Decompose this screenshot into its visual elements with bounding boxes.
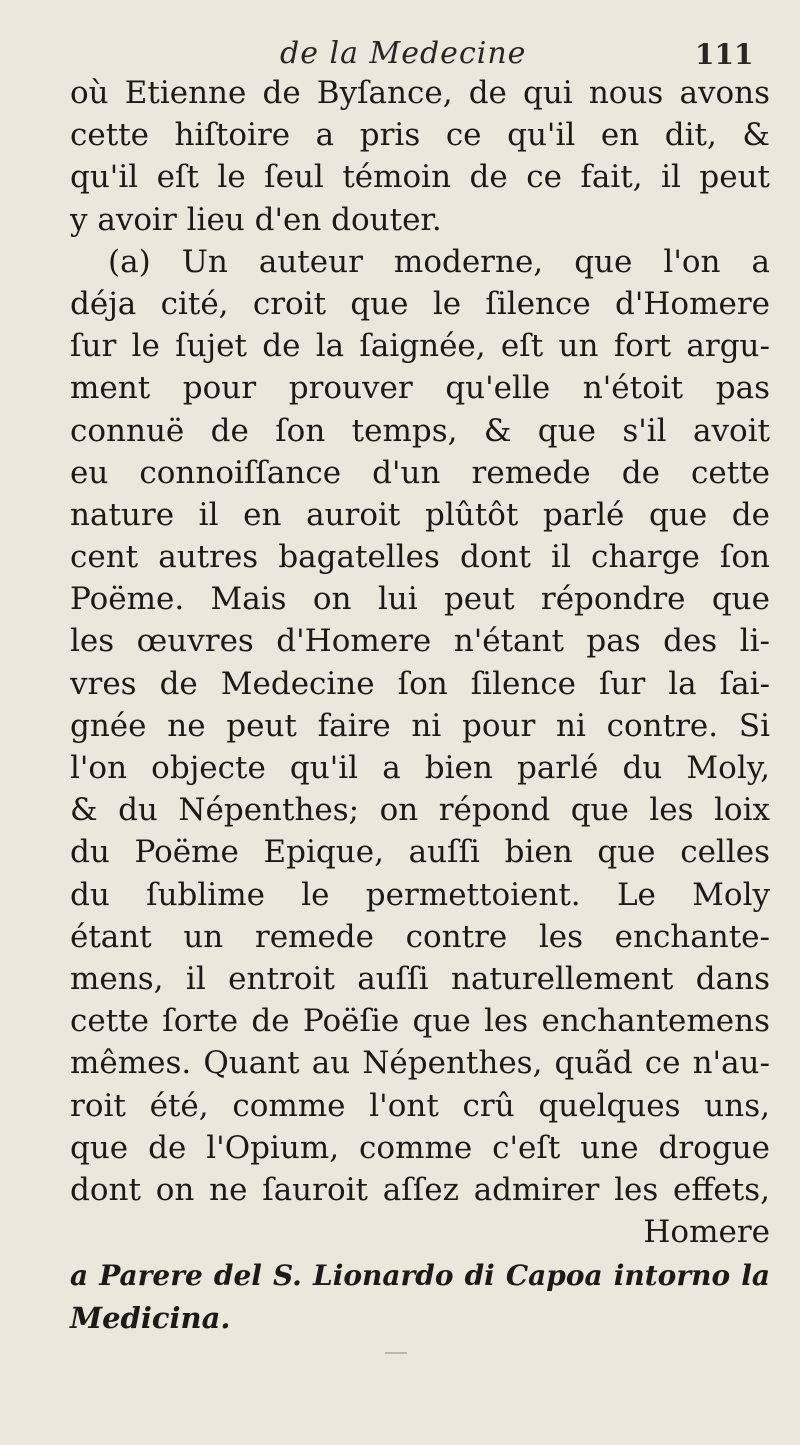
text-line: roit été, comme l'ont crû quelques uns, xyxy=(70,1087,770,1124)
text-line: dont on ne ſauroit aſſez admirer les effets, xyxy=(70,1171,770,1208)
text-line: nature il en auroit plûtôt parlé que de xyxy=(70,496,770,533)
text-line: cette ſorte de Poëſie que les enchantemens xyxy=(70,1003,770,1040)
text-line: que de l'Opium, comme c'eſt une drogue xyxy=(70,1129,770,1166)
text-line: qu'il eſt le ſeul témoin de ce fait, il peut xyxy=(70,159,770,196)
main-text xyxy=(70,72,770,1340)
text-line: déja cité, croit que le ſilence d'Homere xyxy=(70,285,770,322)
text-line: les œuvres d'Homere n'étant pas des li- xyxy=(70,623,770,660)
text-line: connuë de ſon temps, & que s'il avoit xyxy=(70,412,770,449)
footnote-line: a Parere del S. Lionardo di Capoa intorno la xyxy=(70,1259,770,1293)
text-line: mêmes. Quant au Népenthes, quãd ce n'au- xyxy=(70,1045,770,1082)
text-line: étant un remede contre les enchante- xyxy=(70,918,770,955)
text-line: cette hiſtoire a pris ce qu'il en dit, & xyxy=(70,117,770,154)
footnote xyxy=(70,1255,770,1339)
text-line: Poëme. Mais on lui peut répondre que xyxy=(70,581,770,618)
text-line: mens, il entroit auſſi naturellement dans xyxy=(70,960,770,997)
text-line: ment pour prouver qu'elle n'étoit pas xyxy=(70,370,770,407)
text-line: où Etienne de Byſance, de qui nous avons xyxy=(70,75,770,111)
bottom-rule xyxy=(385,1352,407,1354)
catchword: Homere xyxy=(643,1214,770,1251)
text-line: du Poëme Epique, auſſi bien que celles xyxy=(70,834,770,871)
footnote-line: Medicina. xyxy=(70,1301,231,1336)
text-line: (a) Un auteur moderne, que l'on a xyxy=(108,243,770,280)
running-title: de la Medecine xyxy=(280,36,527,71)
text-line: l'on objecte qu'il a bien parlé du Moly, xyxy=(70,750,770,786)
text-line: vres de Medecine ſon ſilence ſur la ſai- xyxy=(70,665,770,702)
text-line: gnée ne peut faire ni pour ni contre. Si xyxy=(70,707,770,744)
text-line: & du Népenthes; on répond que les loix xyxy=(70,792,770,829)
page-number: 111 xyxy=(695,38,754,71)
text-line: ſur le ſujet de la ſaignée, eſt un fort argu- xyxy=(70,328,770,365)
text-line: cent autres bagatelles dont il charge ſon xyxy=(70,539,770,576)
text-line: eu connoiſſance d'un remede de cette xyxy=(70,454,770,491)
text-line: du ſublime le permettoient. Le Moly xyxy=(70,876,770,913)
text-line: y avoir lieu d'en douter. xyxy=(70,201,442,238)
